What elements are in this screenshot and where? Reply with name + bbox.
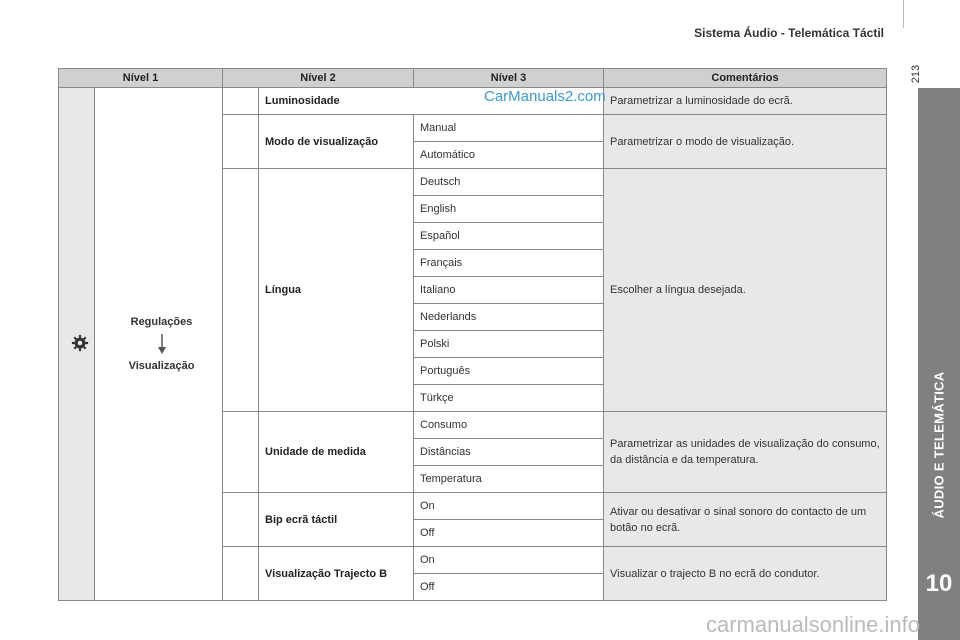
comment-luminosidade: Parametrizar a luminosidade do ecrã. xyxy=(604,88,887,115)
header-divider xyxy=(903,0,904,28)
level1-bottom: Visualização xyxy=(128,360,195,372)
level3-option: Español xyxy=(414,223,604,250)
table-header-row xyxy=(59,69,887,88)
footer-watermark: carmanualsonline.info xyxy=(705,612,920,637)
level3-option: Automático xyxy=(414,142,604,169)
level3-option: Consumo xyxy=(414,412,604,439)
header-nivel2: Nível 2 xyxy=(223,69,414,88)
level3-option: Distâncias xyxy=(414,439,604,466)
level2-modo: Modo de visualização xyxy=(259,115,414,169)
header-nivel1: Nível 1 xyxy=(59,69,223,88)
level3-option: Off xyxy=(414,520,604,547)
level3-option: On xyxy=(414,493,604,520)
level3-option: Nederlands xyxy=(414,304,604,331)
level1-cell xyxy=(95,88,223,601)
level3-option: Italiano xyxy=(414,277,604,304)
level3-option: Türkçe xyxy=(414,385,604,412)
settings-icon-cell xyxy=(59,88,95,601)
level3-option: Français xyxy=(414,250,604,277)
settings-table xyxy=(58,68,887,601)
level2-trajecto: Visualização Trajecto B xyxy=(259,547,414,601)
level3-option: Português xyxy=(414,358,604,385)
table-row xyxy=(59,88,887,115)
level1-top: Regulações xyxy=(130,316,193,328)
comment-bip: Ativar ou desativar o sinal sonoro do contacto de um botão no ecrã. xyxy=(604,493,887,547)
level3-option: Deutsch xyxy=(414,169,604,196)
chapter-number: 10 xyxy=(925,570,953,597)
level3-option: On xyxy=(414,547,604,574)
gear-icon xyxy=(71,334,89,352)
comment-unidade: Parametrizar as unidades de visualização do consumo, da distância e da temperatura. xyxy=(604,412,887,493)
level3-option: Manual xyxy=(414,115,604,142)
comment-modo: Parametrizar o modo de visualização. xyxy=(604,115,887,169)
level2-unidade: Unidade de medida xyxy=(259,412,414,493)
section-label: ÁUDIO E TELEMÁTICA xyxy=(931,371,947,519)
level2-bip: Bip ecrã táctil xyxy=(259,493,414,547)
arrow-down-icon xyxy=(157,334,167,354)
header-comentarios: Comentários xyxy=(604,69,887,88)
level2-lingua: Língua xyxy=(259,169,414,412)
watermark: CarManuals2.com xyxy=(484,88,606,105)
header-nivel3: Nível 3 xyxy=(414,69,604,88)
comment-trajecto: Visualizar o trajecto B no ecrã do condutor. xyxy=(604,547,887,601)
level3-option: Temperatura xyxy=(414,466,604,493)
page-header-title: Sistema Áudio - Telemática Táctil xyxy=(694,26,884,40)
level3-option: Polski xyxy=(414,331,604,358)
level3-option: Off xyxy=(414,574,604,601)
level3-option: English xyxy=(414,196,604,223)
comment-lingua: Escolher a língua desejada. xyxy=(604,169,887,412)
level2-luminosidade: Luminosidade xyxy=(259,88,604,115)
page-number: 213 xyxy=(910,64,922,84)
